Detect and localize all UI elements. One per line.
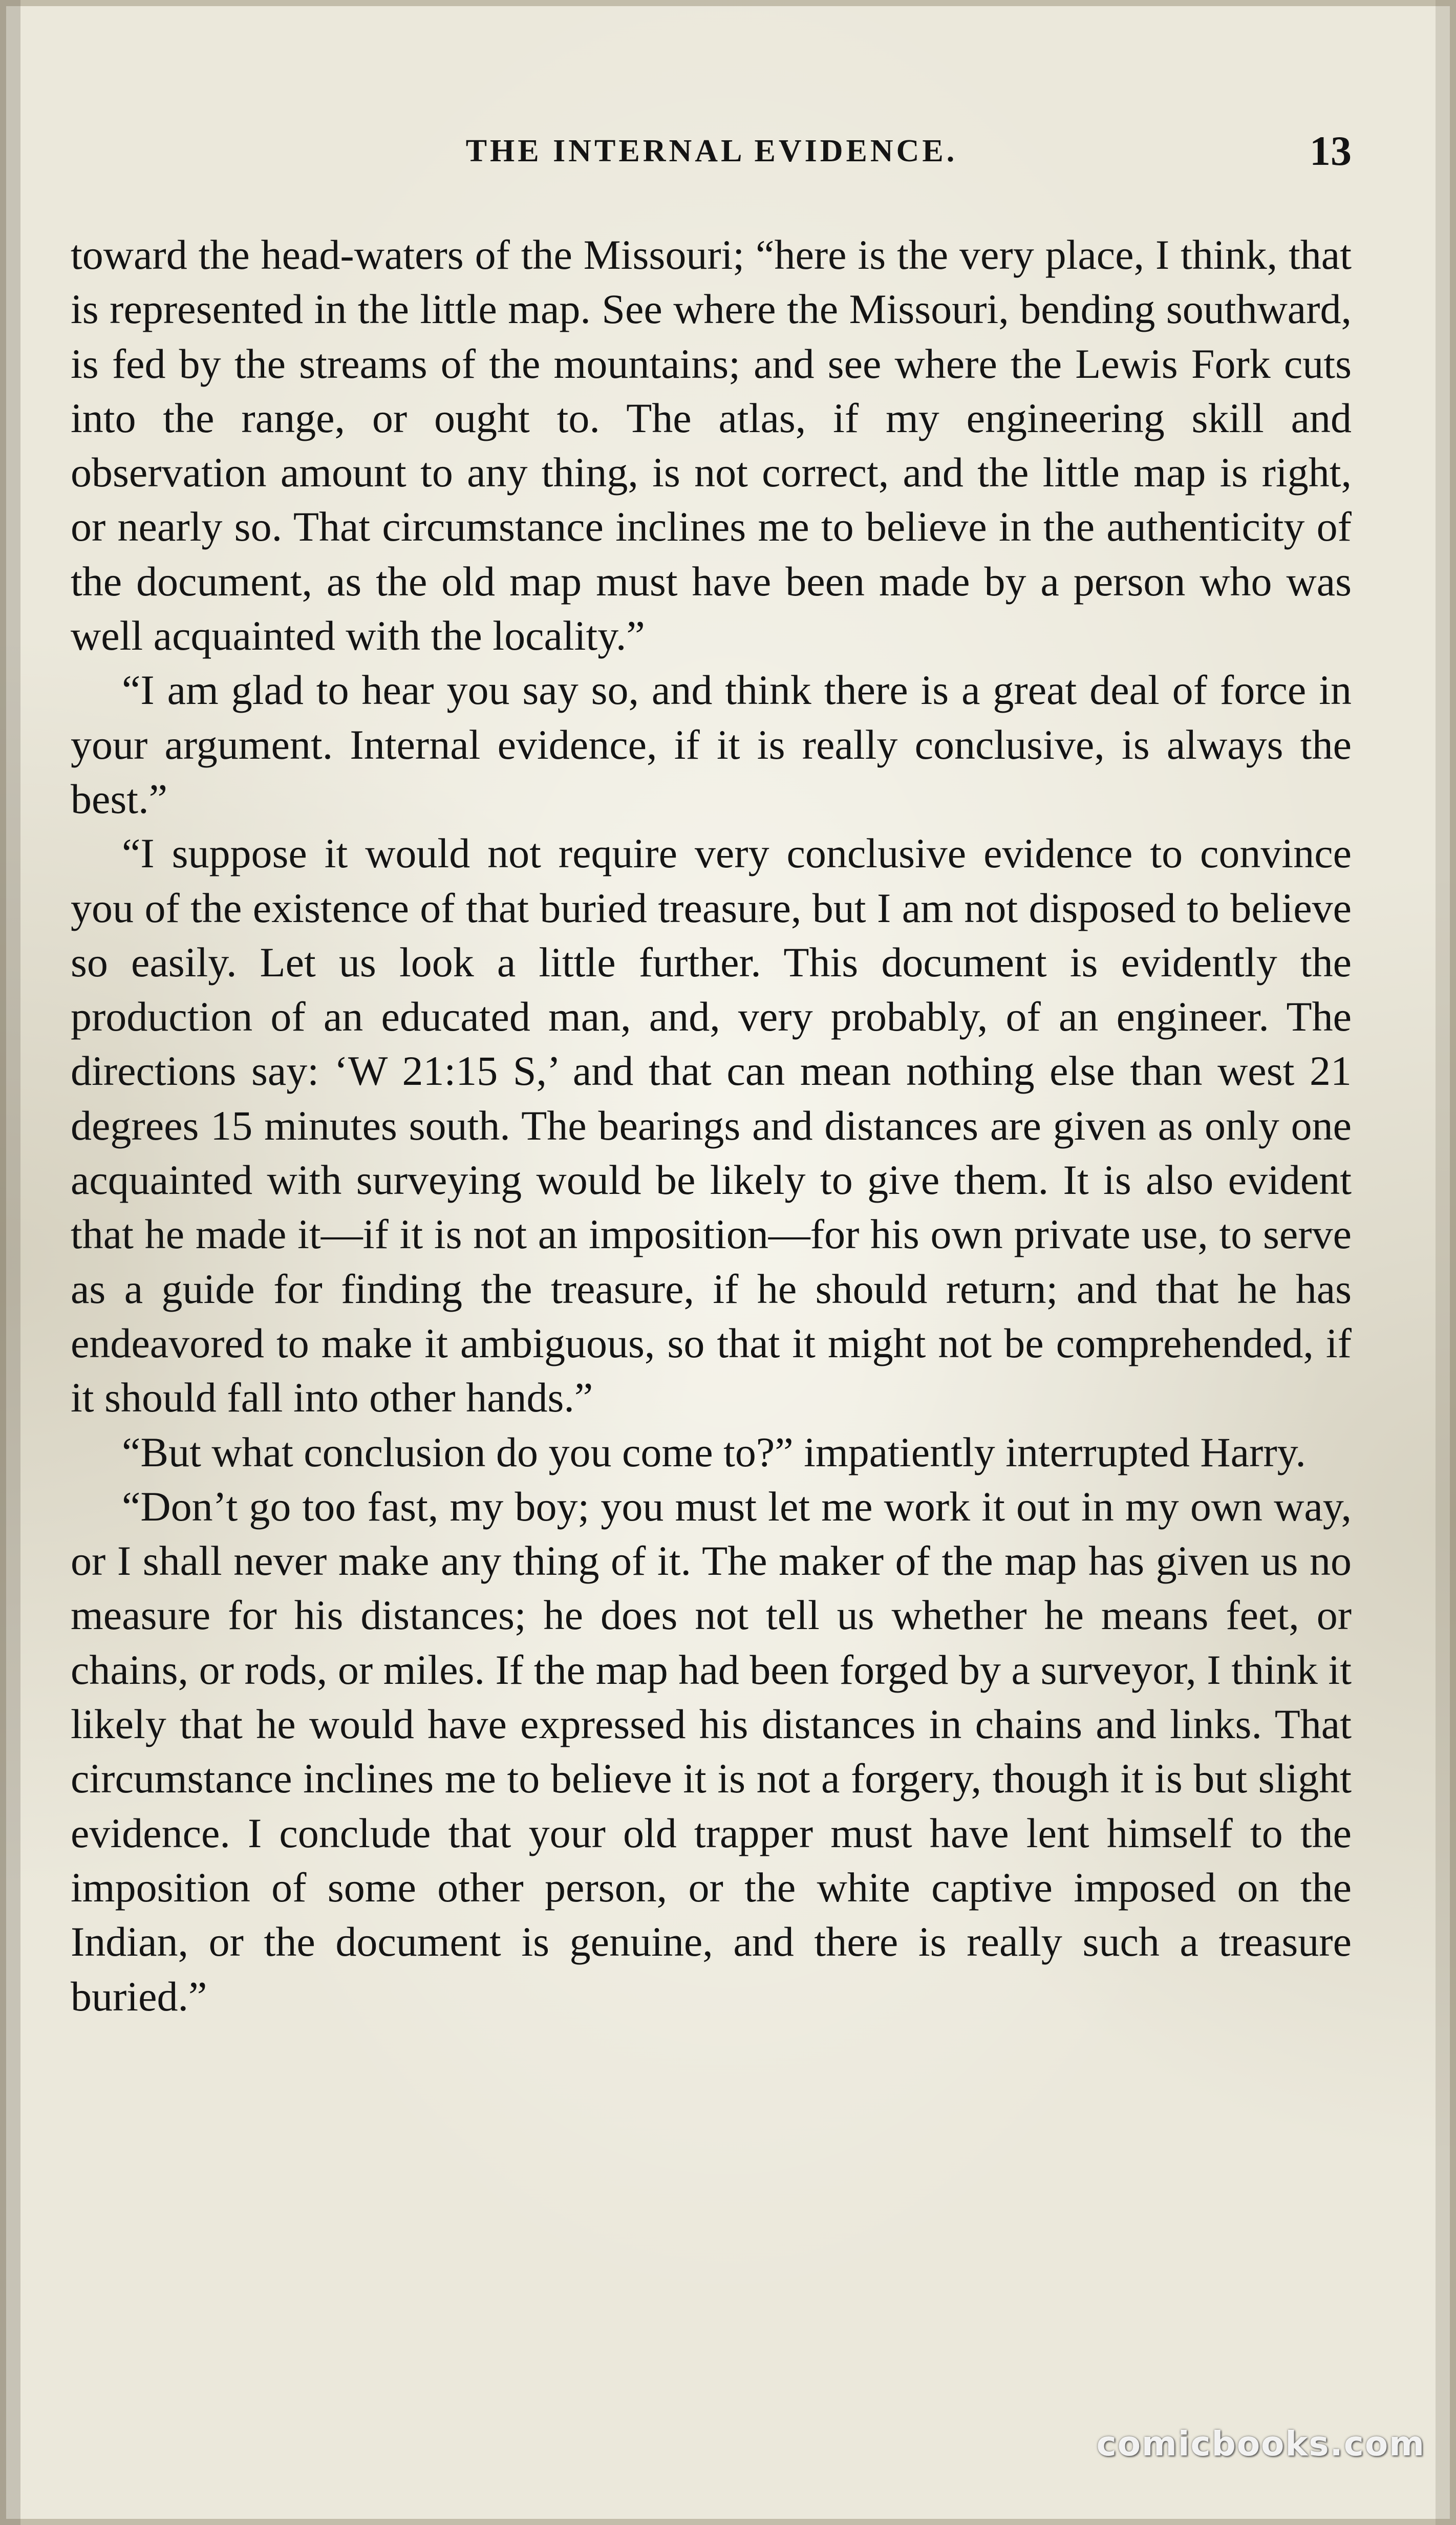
watermark: comicbooks.com — [1096, 2424, 1425, 2464]
paragraph: “I am glad to hear you say so, and think there is a great deal of force in your argument. Internal evidence, if it is really conclusive, is always the best.” — [71, 667, 1352, 822]
page-number: 13 — [1310, 127, 1352, 174]
paragraph: “But what conclusion do you come to?” impatiently interrupted Harry. — [122, 1428, 1306, 1475]
paragraph: “Don’t go too fast, my boy; you must let me work it out in my own way, or I shall never make any thing of it. The maker of the map has given us no measure for his distances; he does not tell us whether he means feet, or chains, or rods, or miles. If the map had been forged by a surveyor, I think it likely that he would have expressed his distances in chains and links. That circumstance inclines me to believe it is not a forgery, though it is but slight evidence. I conclude that your old trapper must have lent himself to the imposition of some other person, or the white captive imposed on the Indian, or the document is genuine, and there is really such a treasure buried.” — [71, 1483, 1352, 2020]
paragraph: toward the head-waters of the Missouri; “here is the very place, I think, that is represented in the little map. See where the Missouri, bending southward, is fed by the streams of the mountains; and see where the Lewis Fork cuts into the range, or ought to. The atlas, if my engineering skill and observation amount to any thing, is not correct, and the little map is right, or nearly so. That circumstance inclines me to believe in the authenticity of the document, as the old map must have been made by a person who was well acquainted with the locality.” — [71, 231, 1352, 659]
body-text — [71, 228, 1352, 2024]
running-title: THE INTERNAL EVIDENCE. — [465, 134, 958, 168]
running-head — [72, 123, 1352, 179]
paragraph: “I suppose it would not require very conclusive evidence to convince you of the existence of that buried treasure, but I am not disposed to believe so easily. Let us look a little further. This document is evidently the production of an educated man, and, very probably, of an engineer. The directions say: ‘W 21:15 S,’ and that can mean nothing else than west 21 degrees 15 minutes south. The bearings and distances are given as only one acquainted with surveying would be likely to give them. It is also evident that he made it—if it is not an imposition—for his own private use, to serve as a guide for finding the treasure, if he should return; and that he has endeavored to make it ambiguous, so that it might not be comprehended, if it should fall into other hands.” — [71, 830, 1352, 1421]
